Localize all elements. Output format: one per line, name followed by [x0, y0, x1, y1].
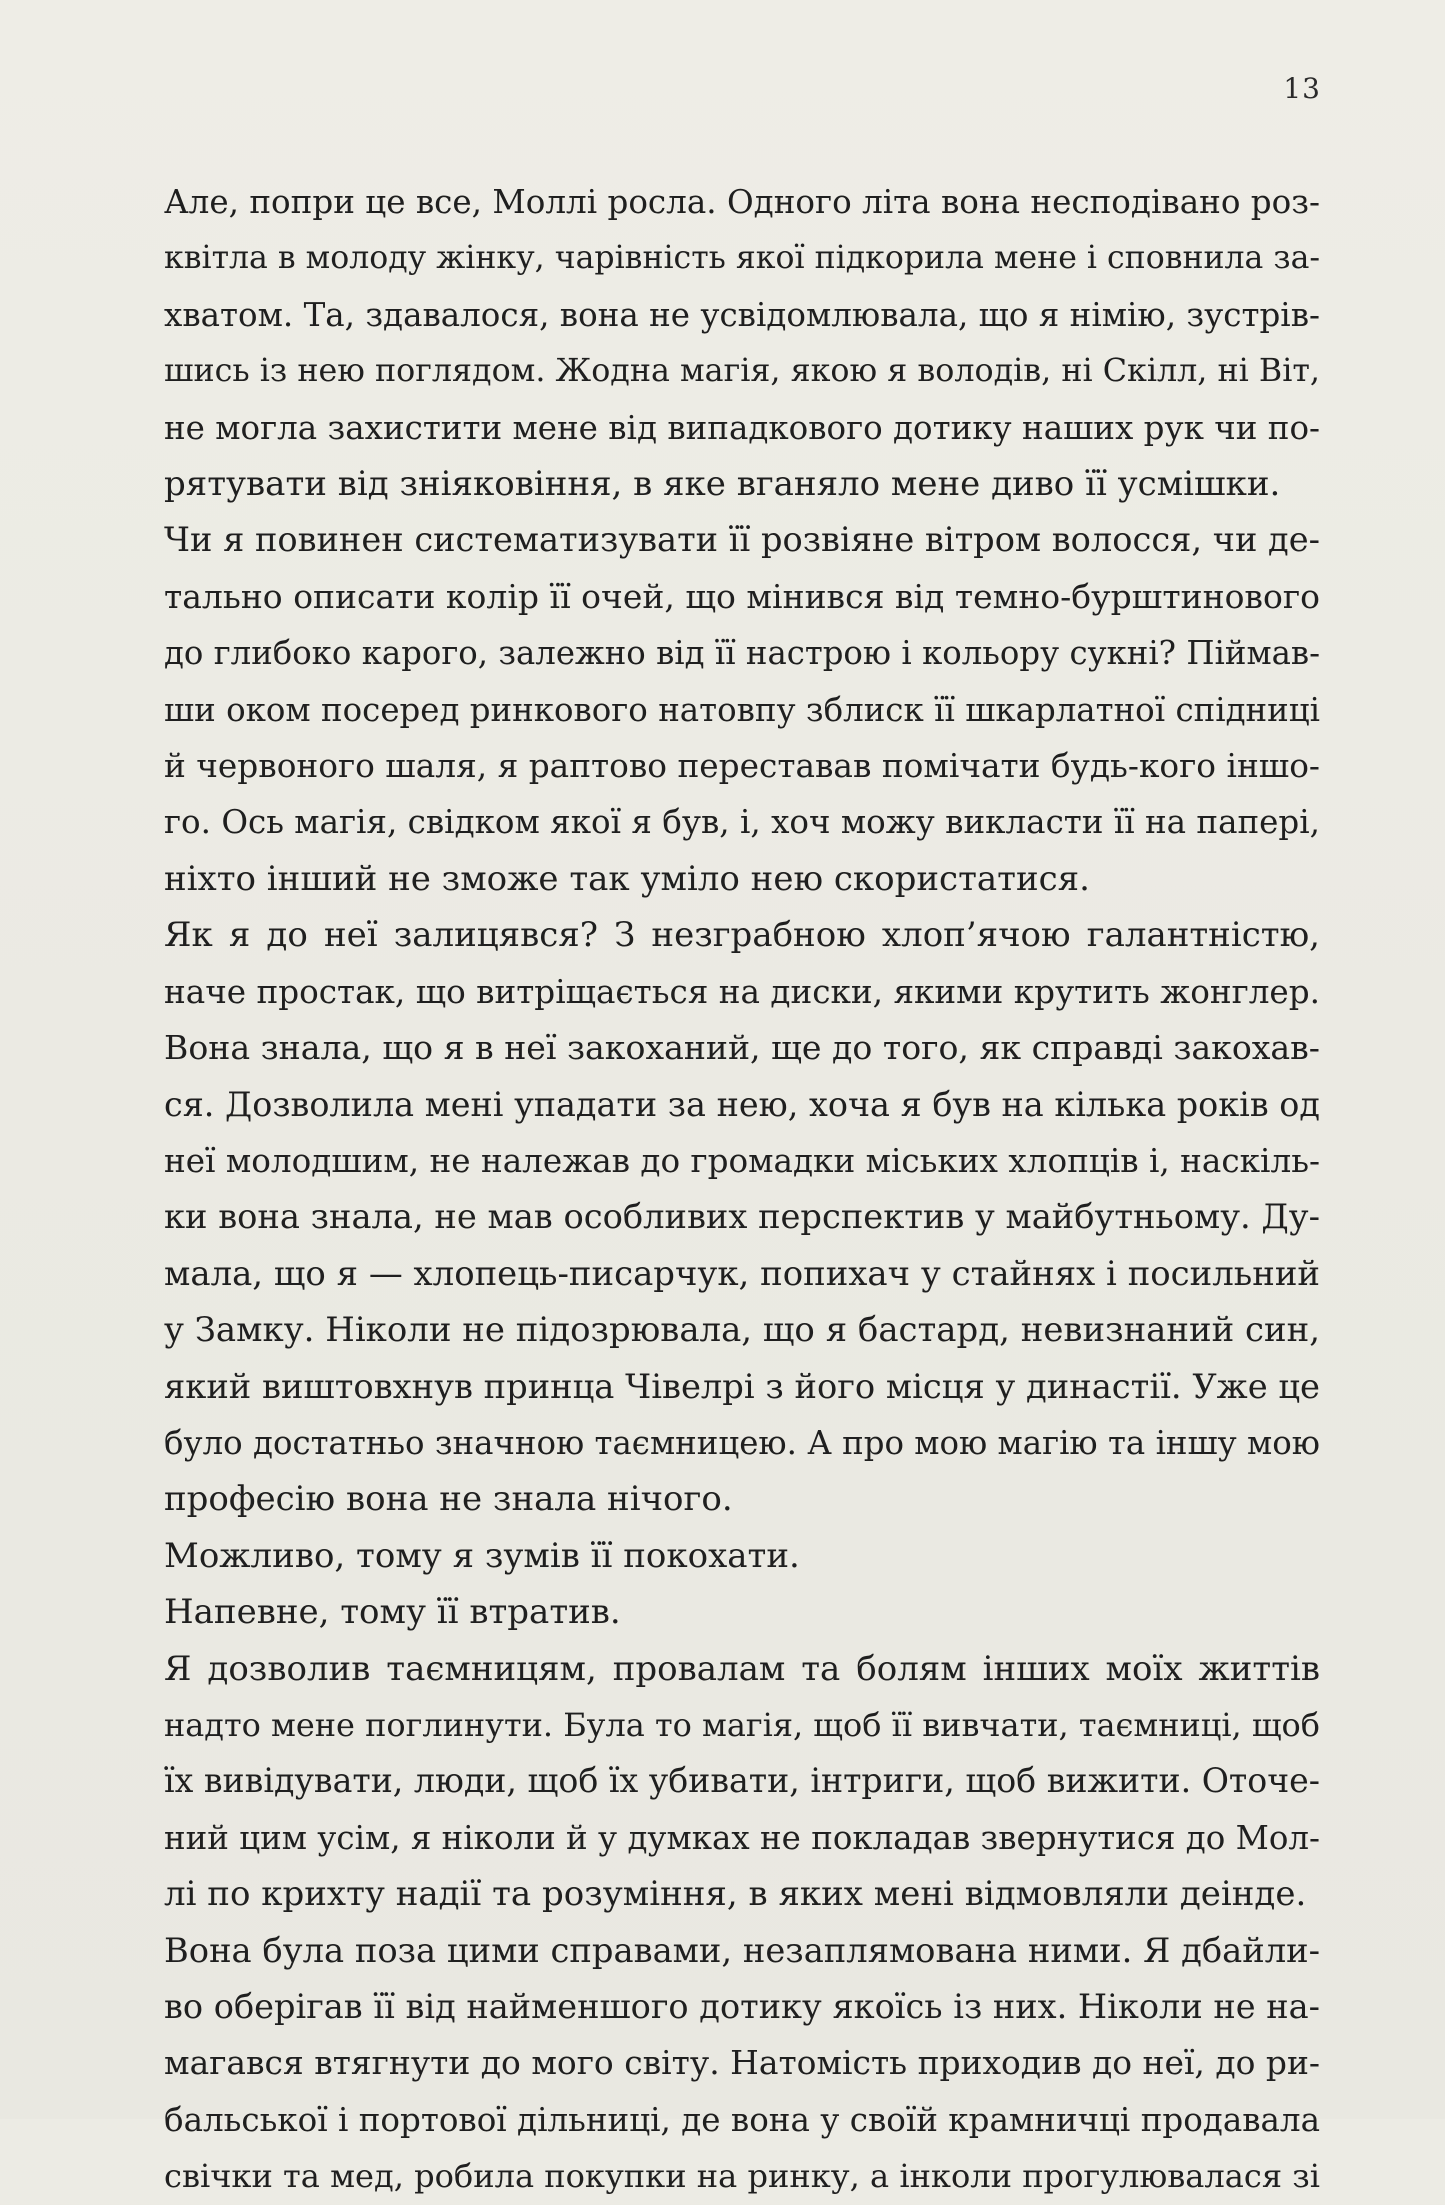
text-line: ши оком посеред ринкового натовпу зблиск її шкарлатної спідниці — [164, 690, 1320, 729]
text-line: який виштовхнув принца Чівелрі з його місця у династії. Уже це — [164, 1366, 1320, 1406]
text-line: не могла захистити мене від випадкового дотику наших рук чи по- — [164, 408, 1320, 447]
text-line: магався втягнути до мого світу. Натомість приходив до неї, до ри- — [164, 2043, 1320, 2083]
text-line: їх вивідувати, люди, щоб їх убивати, інтриги, щоб вижити. Оточе- — [164, 1761, 1320, 1801]
text-line: свічки та мед, робила покупки на ринку, а інколи прогулювалася зі — [164, 2157, 1320, 2196]
text-line: тально описати колір її очей, що мінився від темно-бурштинового — [164, 576, 1320, 616]
text-line: квітла в молоду жінку, чарівність якої підкорила мене і сповнила за- — [164, 240, 1321, 277]
text-line: Напевне, тому її втратив. — [164, 1592, 621, 1633]
text-line: бальської і портової дільниці, де вона у своїй крамничці продавала — [164, 2100, 1320, 2139]
paragraph-2 — [164, 512, 1320, 907]
paragraph-3 — [164, 907, 1320, 1527]
text-line: Вона знала, що я в неї закоханий, ще до того, як справді закохав- — [164, 1028, 1320, 1068]
text-line: професію вона не знала нічого. — [164, 1479, 733, 1520]
paragraph-5 — [164, 1584, 1320, 1640]
paragraph-4 — [164, 1528, 1320, 1584]
paragraph-1 — [164, 174, 1320, 512]
text-line: мала, що я — хлопець-писарчук, попихач у стайнях і посильний — [164, 1253, 1320, 1293]
text-line: во оберігав її від найменшого дотику якоїсь із них. Ніколи не на- — [164, 1987, 1320, 2026]
text-line: лі по крихту надії та розуміння, в яких мені відмовляли деінде. — [164, 1874, 1307, 1915]
text-line: ний цим усім, я ніколи й у думках не покладав звернутися до Мол- — [164, 1818, 1320, 1857]
text-line: го. Ось магія, свідком якої я був, і, хоч можу викласти її на папері, — [164, 803, 1320, 842]
text-line: Можливо, тому я зумів її покохати. — [164, 1535, 800, 1576]
text-line: рятувати від зніяковіння, в яке вганяло мене диво її усмішки. — [164, 464, 1281, 505]
text-line: до глибоко карого, залежно від її настрою і кольору сукні? Піймав- — [164, 634, 1320, 673]
paragraph-6 — [164, 1641, 1320, 1923]
text-line: й червоного шаля, я раптово переставав помічати будь-кого іншо- — [164, 747, 1320, 786]
text-line: Як я до неї залицявся? З незграбною хлоп’ячою галантністю, — [164, 915, 1320, 956]
text-line: наче простак, що витріщається на диски, якими крутить жонглер. — [164, 972, 1320, 1011]
text-line: Вона була поза цими справами, незаплямована ними. Я дбайли- — [164, 1930, 1320, 1970]
text-line: Я дозволив таємницям, провалам та болям інших моїх життів — [164, 1648, 1321, 1689]
text-line: ся. Дозволила мені упадати за нею, хоча я був на кілька років од — [164, 1084, 1320, 1124]
text-line: Чи я повинен систематизувати її розвіяне вітром волосся, чи де- — [164, 520, 1320, 560]
page-number: 13 — [1283, 72, 1321, 105]
text-line: у Замку. Ніколи не підозрювала, що я бастард, невизнаний син, — [164, 1310, 1320, 1350]
text-line: шись із нею поглядом. Жодна магія, якою я володів, ні Скілл, ні Віт, — [164, 353, 1320, 390]
text-line: ки вона знала, не мав особливих перспектив у майбутньому. Ду- — [164, 1197, 1320, 1237]
text-line: Але, попри це все, Моллі росла. Одного літа вона несподівано роз- — [164, 183, 1320, 221]
paragraph-7 — [164, 1923, 1320, 2205]
text-line: надто мене поглинути. Була то магія, щоб її вивчати, таємниці, щоб — [164, 1705, 1320, 1744]
text-line: хватом. Та, здавалося, вона не усвідомлювала, що я німію, зустрів- — [164, 295, 1320, 334]
text-line: неї молодшим, не належав до громадки міських хлопців і, наскіль- — [164, 1141, 1320, 1180]
body-text — [164, 174, 1320, 2205]
text-line: ніхто інший не зможе так уміло нею скористатися. — [164, 858, 1090, 899]
text-line: було достатньо значною таємницею. А про мою магію та іншу мою — [164, 1423, 1320, 1462]
